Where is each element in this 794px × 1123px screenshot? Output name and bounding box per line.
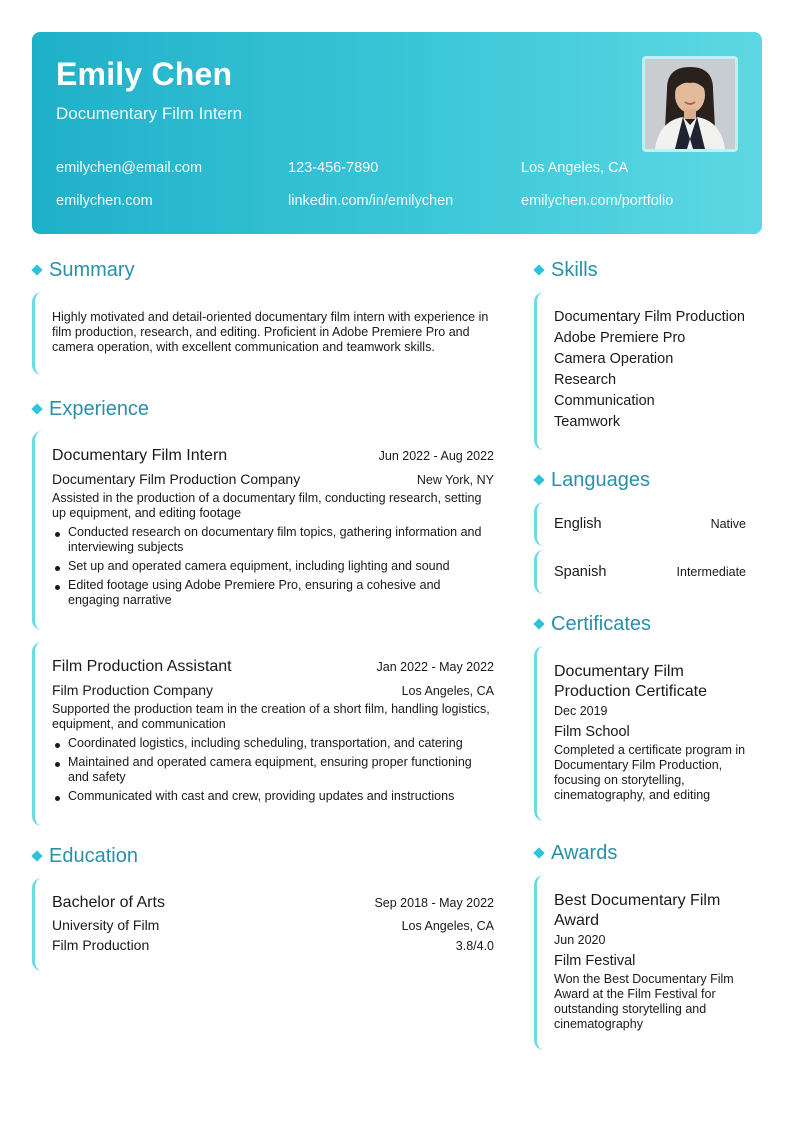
bullet-item: Conducted research on documentary film topics, gathering information and interviewing subjects: [52, 525, 494, 555]
skill-item: Camera Operation: [554, 351, 674, 367]
diamond-icon: [533, 618, 544, 629]
experience-heading: Experience: [49, 397, 150, 420]
skills-block: [534, 292, 746, 450]
experience-item: [32, 642, 494, 826]
skills-heading: Skills: [551, 258, 598, 281]
summary-text: Highly motivated and detail-oriented documentary film intern with experience in film production, research, and editing. Proficient in Adobe Premiere Pro and camera operation, with excellent communication and teamwork skills.: [52, 310, 489, 354]
award-issuer: Film Festival: [554, 953, 636, 969]
experience-company: Documentary Film Production Company: [52, 471, 301, 487]
summary-block: [32, 292, 494, 375]
experience-company: Film Production Company: [52, 682, 214, 698]
award-description: Won the Best Documentary Film Award at the Film Festival for outstanding storytelling and cinematography: [554, 972, 734, 1031]
certificates-heading: Certificates: [551, 612, 652, 635]
skill-item: Adobe Premiere Pro: [554, 330, 686, 346]
contact-location: Los Angeles, CA: [521, 160, 629, 176]
profile-photo: [642, 56, 738, 152]
experience-role: Documentary Film Intern: [52, 447, 228, 464]
bullet-item: Set up and operated camera equipment, including lighting and sound: [52, 559, 494, 574]
skill-item: Teamwork: [554, 414, 621, 430]
education-item: [32, 878, 494, 971]
education-field: Film Production: [52, 937, 150, 953]
bullet-item: Communicated with cast and crew, providing updates and instructions: [52, 789, 494, 804]
contact-portfolio[interactable]: emilychen.com/portfolio: [521, 193, 674, 209]
contact-website[interactable]: emilychen.com: [56, 193, 153, 209]
candidate-title: Documentary Film Intern: [56, 104, 243, 123]
education-degree: Bachelor of Arts: [52, 894, 165, 911]
experience-item: [32, 431, 494, 630]
experience-dates: Jun 2022 - Aug 2022: [378, 449, 494, 463]
education-section-header: [32, 844, 494, 868]
language-item: [534, 502, 746, 546]
diamond-icon: [533, 264, 544, 275]
resume-header: [32, 32, 762, 234]
left-column: [32, 258, 494, 971]
education-school: University of Film: [52, 917, 160, 933]
experience-description: Assisted in the production of a documentary film, conducting research, setting up equipment, and editing footage: [52, 491, 482, 520]
certificate-description: Completed a certificate program in Documentary Film Production, focusing on storytelling, cinematography, and editing: [554, 743, 746, 802]
experience-dates: Jan 2022 - May 2022: [376, 660, 494, 674]
diamond-icon: [533, 474, 544, 485]
language-name: Spanish: [554, 564, 607, 580]
awards-heading: Awards: [551, 841, 618, 864]
summary-heading: Summary: [49, 258, 135, 281]
certificate-date: Dec 2019: [554, 704, 608, 718]
award-date: Jun 2020: [554, 933, 606, 947]
summary-section-header: [32, 258, 494, 282]
language-level: Native: [710, 517, 746, 531]
profile-photo-illustration: [645, 59, 735, 149]
experience-role: Film Production Assistant: [52, 658, 232, 675]
awards-section-header: [534, 841, 746, 865]
experience-bullets: [52, 525, 494, 608]
certificate-issuer: Film School: [554, 724, 630, 740]
education-location: Los Angeles, CA: [401, 919, 494, 933]
bullet-item: Edited footage using Adobe Premiere Pro, ensuring a cohesive and engaging narrative: [52, 578, 494, 608]
diamond-icon: [31, 403, 42, 414]
certificate-item: [534, 646, 746, 821]
diamond-icon: [533, 847, 544, 858]
education-gpa: 3.8/4.0: [455, 939, 494, 953]
candidate-name: Emily Chen: [56, 56, 233, 92]
skill-item: Communication: [554, 393, 655, 409]
education-dates: Sep 2018 - May 2022: [374, 896, 494, 910]
certificates-section-header: [534, 612, 746, 636]
skills-section-header: [534, 258, 746, 282]
diamond-icon: [31, 850, 42, 861]
diamond-icon: [31, 264, 42, 275]
education-heading: Education: [49, 844, 138, 867]
contact-linkedin[interactable]: linkedin.com/in/emilychen: [288, 193, 454, 209]
certificate-name: Documentary Film Production Certificate: [554, 663, 707, 700]
bullet-item: Coordinated logistics, including scheduling, transportation, and catering: [52, 736, 494, 751]
experience-section-header: [32, 397, 494, 421]
language-level: Intermediate: [676, 565, 746, 579]
skill-item: Documentary Film Production: [554, 309, 745, 325]
experience-location: Los Angeles, CA: [401, 684, 494, 698]
experience-bullets: [52, 736, 494, 804]
experience-location: New York, NY: [416, 473, 494, 487]
language-name: English: [554, 516, 602, 532]
language-item: [534, 550, 746, 594]
skill-item: Research: [554, 372, 617, 388]
award-item: [534, 875, 746, 1050]
languages-section-header: [534, 468, 746, 492]
contact-phone[interactable]: 123-456-7890: [288, 160, 379, 176]
bullet-item: Maintained and operated camera equipment, ensuring proper functioning and safety: [52, 755, 494, 785]
languages-heading: Languages: [551, 468, 650, 491]
experience-description: Supported the production team in the creation of a short film, handling logistics, equipment, and communication: [52, 702, 490, 731]
award-name: Best Documentary Film Award: [554, 892, 721, 929]
contact-email[interactable]: emilychen@email.com: [56, 160, 203, 176]
right-column: [534, 258, 746, 1050]
